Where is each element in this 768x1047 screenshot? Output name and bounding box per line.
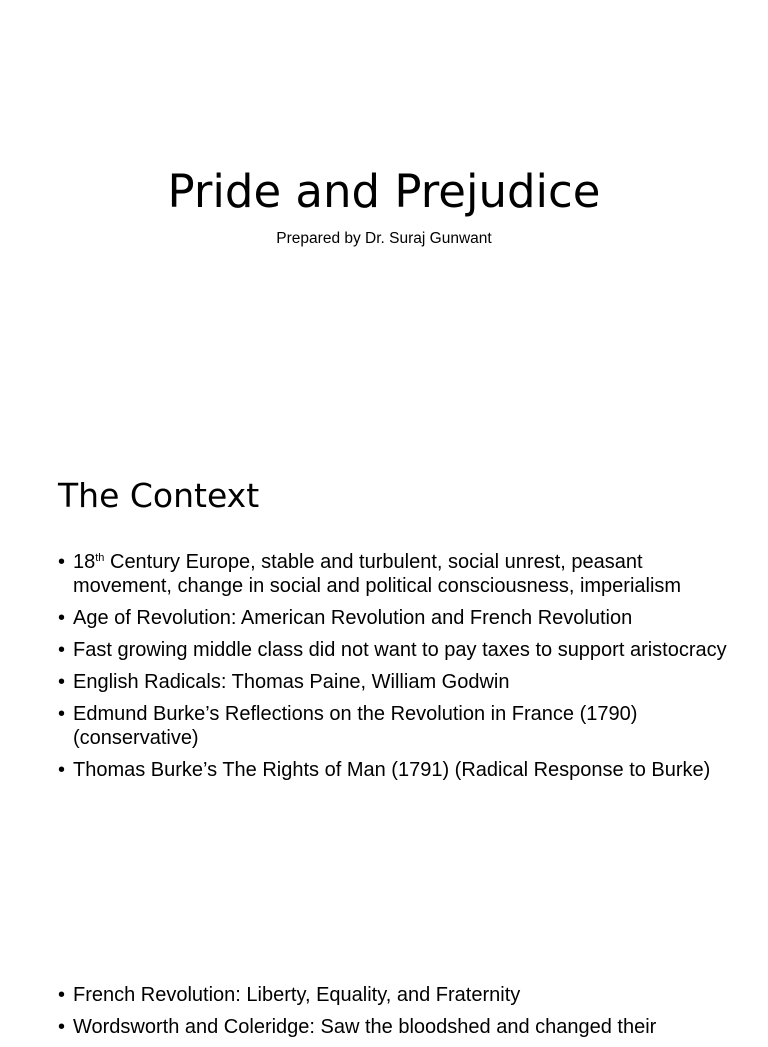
revolution-bullet-list — [58, 983, 738, 1047]
bullet-dot-icon: • — [58, 1016, 66, 1038]
bullet-dot-icon: • — [58, 984, 66, 1006]
bullet-dot-icon: • — [58, 759, 66, 781]
bullet-item — [58, 758, 738, 782]
bullet-item — [58, 702, 738, 750]
bullet-dot-icon: • — [58, 607, 66, 629]
bullet-dot-icon: • — [58, 703, 66, 725]
bullet-text: Wordsworth and Coleridge: Saw the bloodshed and changed their — [73, 1016, 657, 1038]
bullet-dot-icon: • — [58, 639, 66, 661]
bullet-item — [58, 550, 738, 598]
bullet-text: Age of Revolution: American Revolution and French Revolution — [73, 607, 633, 629]
bullet-item — [58, 638, 738, 662]
bullet-dot-icon: • — [58, 551, 66, 573]
bullet-item — [58, 606, 738, 630]
bullet-text-prefix: 18 — [73, 551, 96, 573]
bullet-item — [58, 983, 738, 1007]
bullet-text: Thomas Burke’s The Rights of Man (1791) (Radical Response to Burke) — [73, 759, 711, 781]
bullet-text: Fast growing middle class did not want to pay taxes to support aristocracy — [73, 639, 727, 661]
bullet-text: French Revolution: Liberty, Equality, and Fraternity — [73, 984, 521, 1006]
bullet-item — [58, 1015, 738, 1039]
bullet-text: Century Europe, stable and turbulent, social unrest, peasant movement, change in social and political consciousness, imperialism — [73, 551, 682, 597]
context-bullet-list — [58, 550, 738, 790]
slide-subtitle: Prepared by Dr. Suraj Gunwant — [276, 230, 492, 247]
section-heading: The Context — [58, 476, 260, 515]
bullet-superscript: th — [95, 552, 105, 564]
slide-title: Pride and Prejudice — [167, 165, 601, 218]
bullet-text: Edmund Burke’s Reflections on the Revolution in France (1790) (conservative) — [73, 703, 638, 749]
bullet-dot-icon: • — [58, 671, 66, 693]
bullet-item — [58, 670, 738, 694]
bullet-text: English Radicals: Thomas Paine, William Godwin — [73, 671, 510, 693]
